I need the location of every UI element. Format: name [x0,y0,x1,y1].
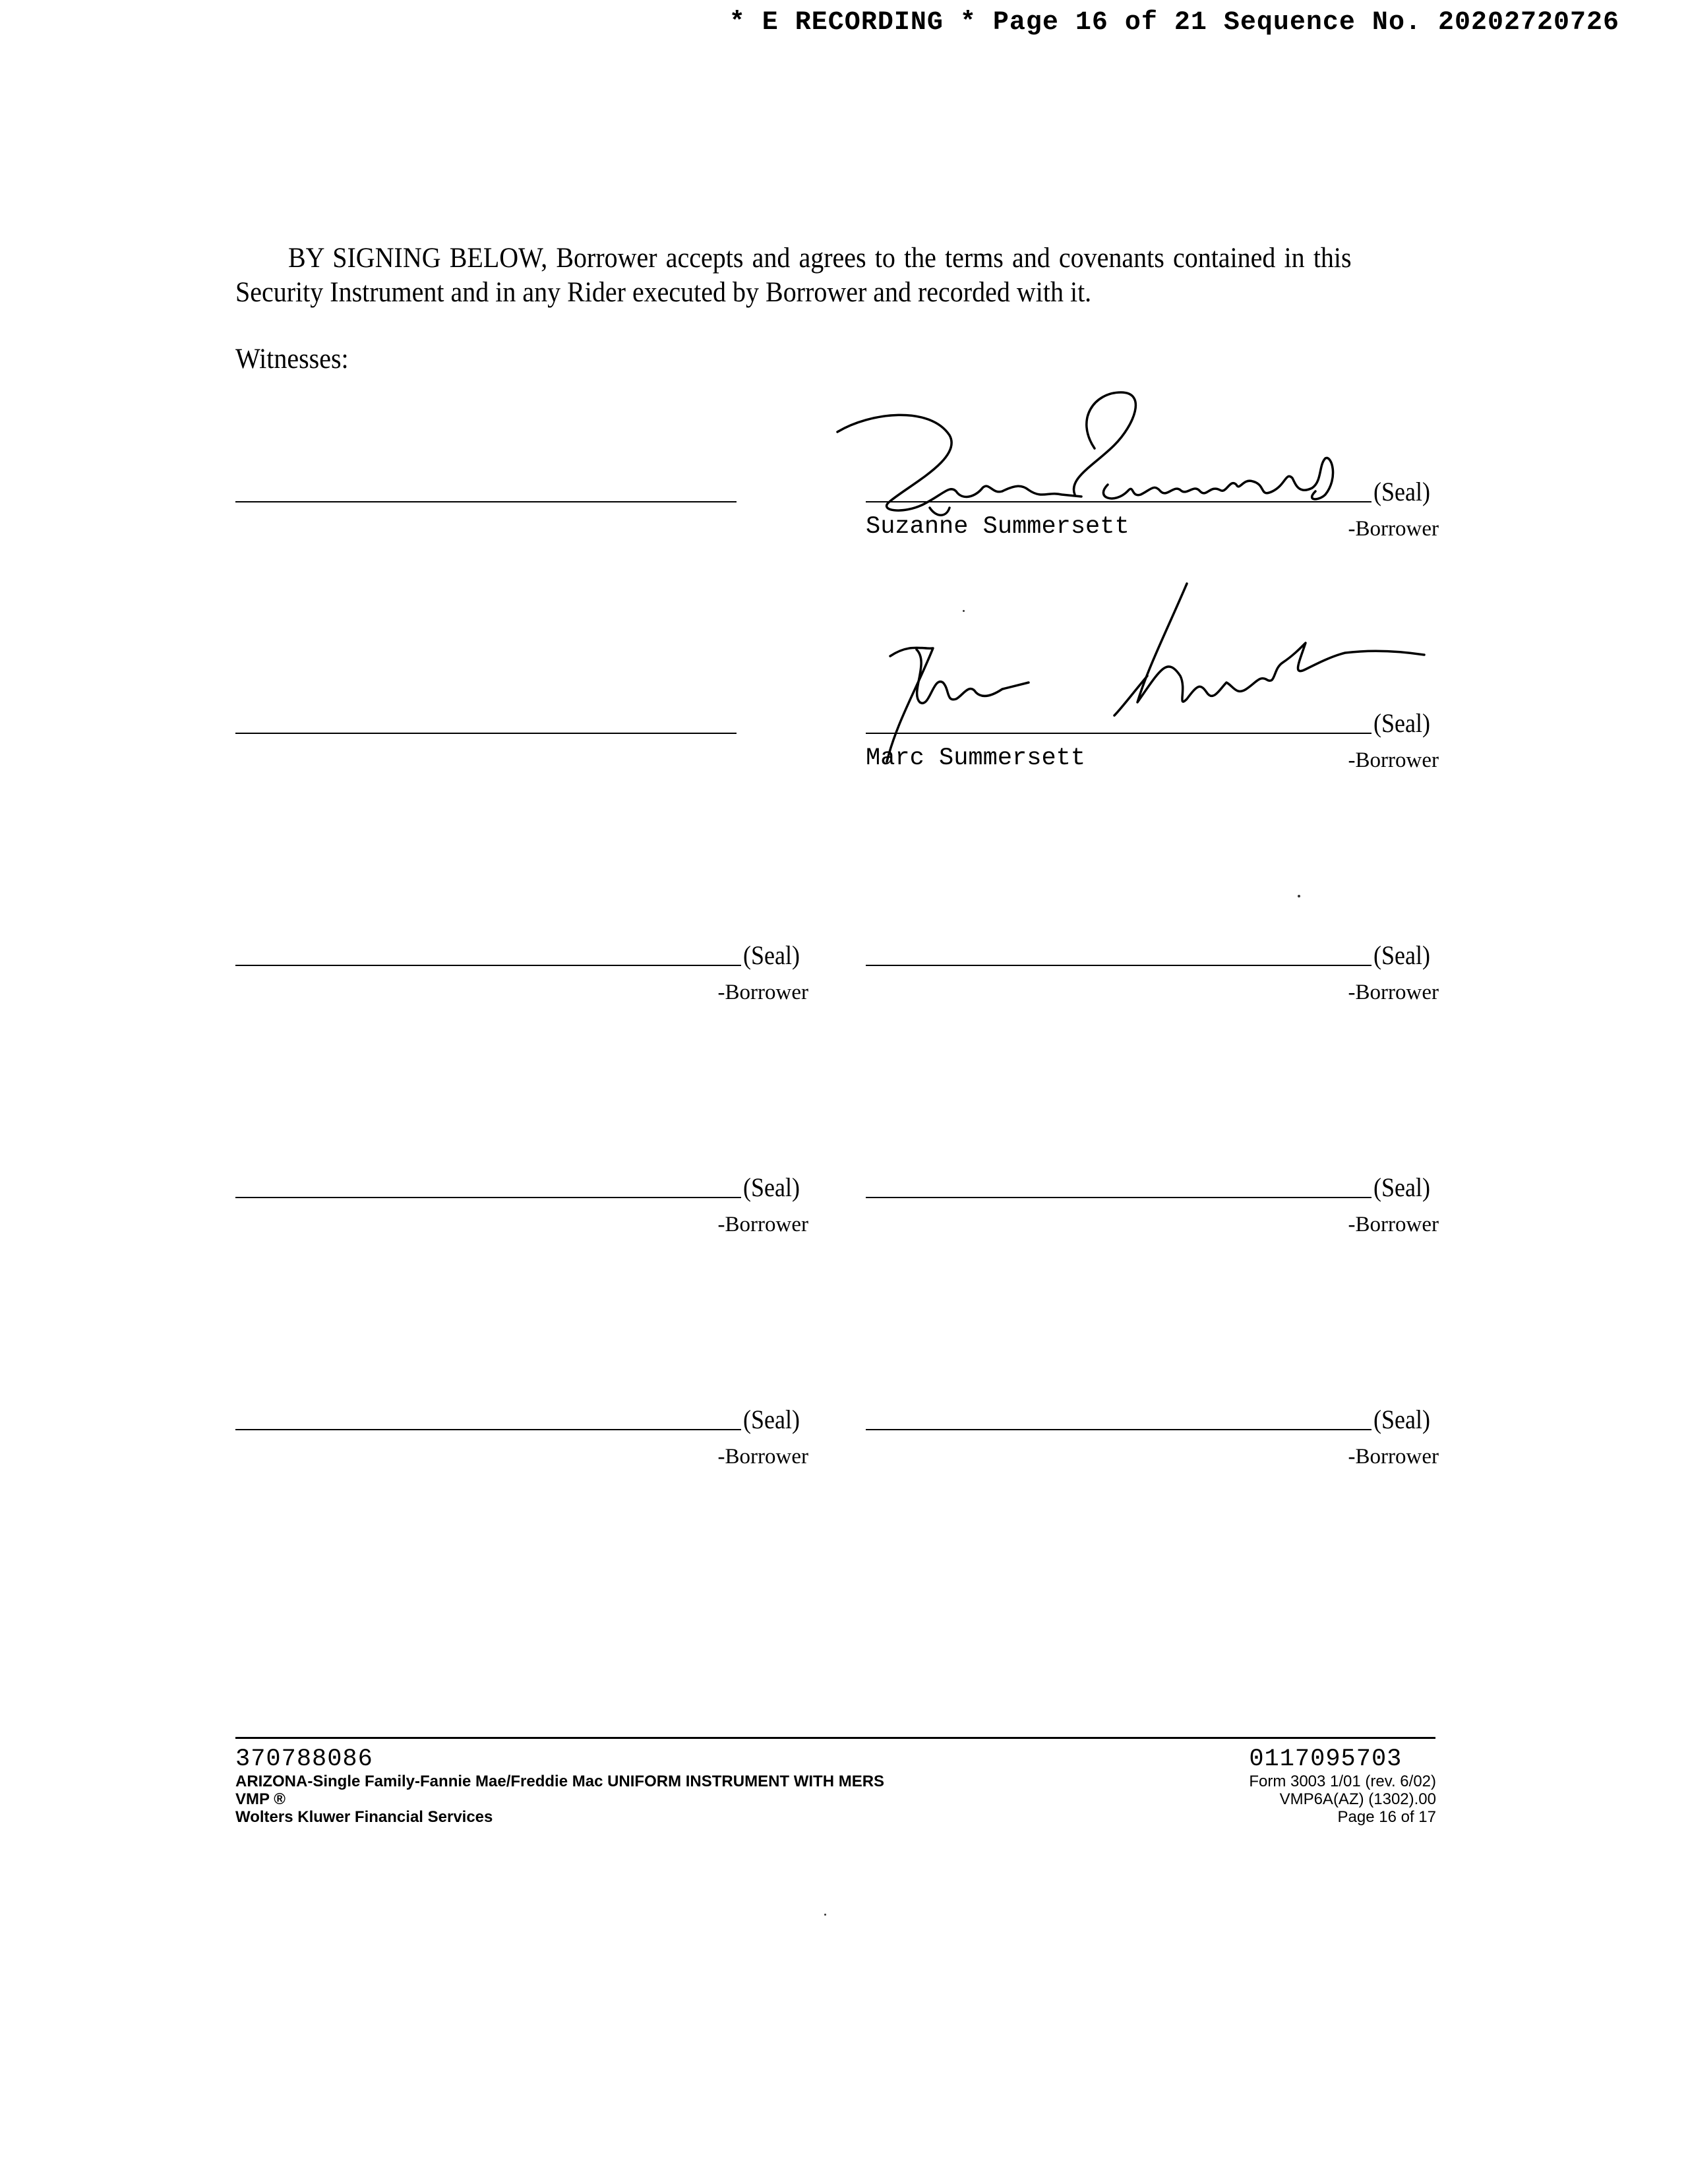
signature-line-4a [235,1197,741,1198]
witness-line-1 [235,501,737,502]
witnesses-label: Witnesses: [235,344,349,375]
seal-label-5a: (Seal) [743,1405,800,1434]
borrower-label-3b: -Borrower [1348,981,1439,1004]
seal-label-4a: (Seal) [743,1172,800,1202]
seal-label-3b: (Seal) [1373,940,1430,970]
signature-line-5b [866,1429,1372,1430]
footer-left-number: 370788086 [235,1745,373,1773]
seal-label-suzanne: (Seal) [1373,477,1430,506]
borrower-label-4b: -Borrower [1348,1213,1439,1236]
footer-rule [235,1737,1435,1739]
borrower-label-marc: -Borrower [1348,748,1439,772]
handwritten-signature-suzanne [831,386,1391,524]
footer-publisher: Wolters Kluwer Financial Services [235,1808,493,1826]
scan-speck [1298,895,1300,897]
footer-right-number: 0117095703 [1249,1745,1402,1773]
seal-label-4b: (Seal) [1373,1172,1430,1202]
borrower-label-5a: -Borrower [717,1445,808,1469]
signature-line-3b [866,965,1372,966]
footer-right [1249,1746,1436,1826]
borrower-label-4a: -Borrower [717,1213,808,1236]
borrower-label-suzanne: -Borrower [1348,517,1439,541]
witness-line-2 [235,733,737,734]
recording-header: * E RECORDING * Page 16 of 21 Sequence No. 20202720726 [729,8,1619,38]
signing-paragraph-text: BY SIGNING BELOW, Borrower accepts and agrees to the terms and covenants contained in this Security Instrument and in any Rider executed by Borrower and recorded with it. [235,243,1352,308]
footer-left [235,1746,884,1826]
signature-line-5a [235,1429,741,1430]
signature-line-4b [866,1197,1372,1198]
footer-vmp: VMP ® [235,1790,286,1808]
scan-speck [824,1914,826,1916]
seal-label-3a: (Seal) [743,940,800,970]
seal-label-5b: (Seal) [1373,1405,1430,1434]
signer-name-suzanne: Suzanne Summersett [866,513,1130,541]
signature-line-3a [235,965,741,966]
handwritten-signature-marc [870,577,1437,768]
footer-form-code: VMP6A(AZ) (1302).00 [1279,1790,1436,1808]
footer-form-number: Form 3003 1/01 (rev. 6/02) [1249,1773,1436,1790]
borrower-label-3a: -Borrower [717,981,808,1004]
footer-page-number: Page 16 of 17 [1337,1808,1436,1826]
scan-speck [963,610,965,612]
signer-name-marc: Marc Summersett [866,744,1086,772]
borrower-label-5b: -Borrower [1348,1445,1439,1469]
footer-form-title: ARIZONA-Single Family-Fannie Mae/Freddie Mac UNIFORM INSTRUMENT WITH MERS [235,1773,885,1790]
seal-label-marc: (Seal) [1373,708,1430,738]
signing-paragraph [235,241,1352,310]
